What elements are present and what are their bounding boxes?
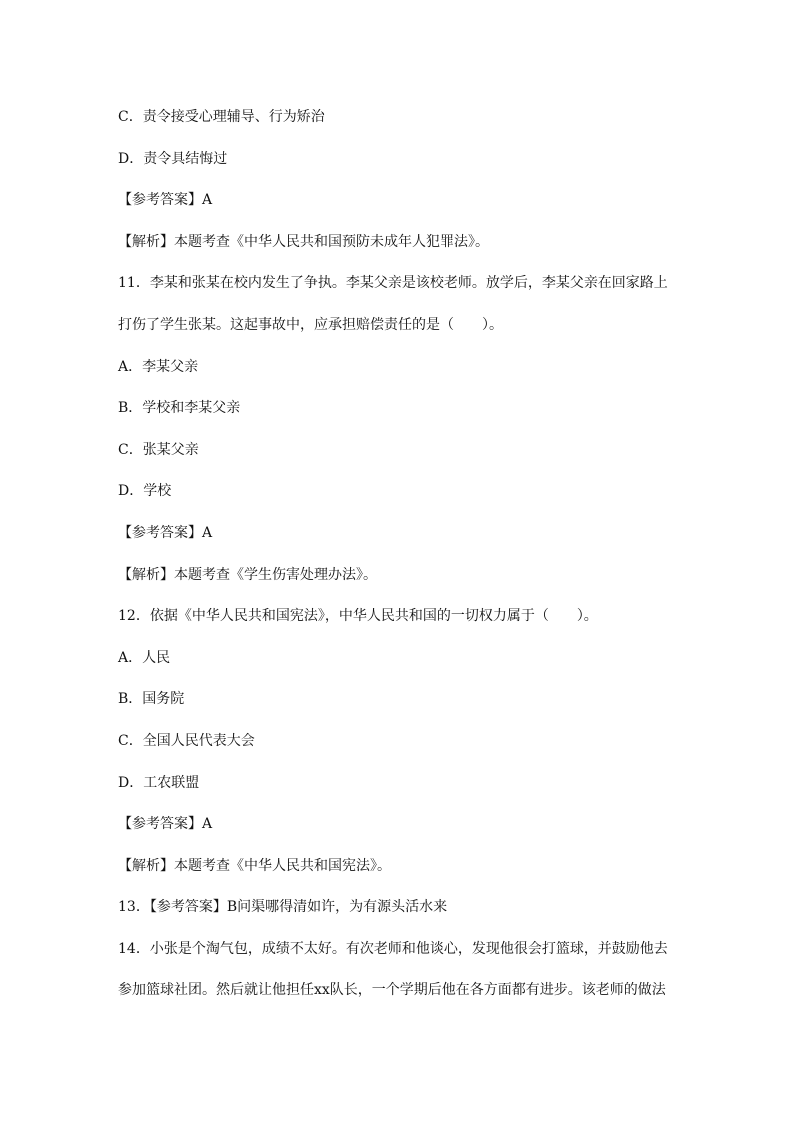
option-a-line: A．李某父亲 xyxy=(118,358,199,375)
option-c-line: C．张某父亲 xyxy=(118,441,199,458)
answer-line: 【参考答案】A xyxy=(118,192,213,209)
question-14-line-1: 14．小张是个淘气包，成绩不太好。有次老师和他谈心，发现他很会打篮球，并鼓励他去 xyxy=(118,940,668,957)
option-d-line: D．学校 xyxy=(118,483,172,500)
analysis-line: 【解析】本题考查《中华人民共和国宪法》。 xyxy=(118,857,391,874)
analysis-line: 【解析】本题考查《学生伤害处理办法》。 xyxy=(118,566,377,583)
question-11-line-2: 打伤了学生张某。这起事故中，应承担赔偿责任的是（ ）。 xyxy=(118,316,503,333)
question-14-line-2: 参加篮球社团。然后就让他担任xx队长，一个学期后他在各方面都有进步。该老师的做法 xyxy=(118,982,666,999)
page-content xyxy=(118,106,678,1021)
option-c-line: C．责令接受心理辅导、行为矫治 xyxy=(118,109,325,125)
answer-line: 【参考答案】A xyxy=(118,816,213,833)
option-b-line: B．学校和李某父亲 xyxy=(118,400,241,417)
option-d-line: D．责令具结悔过 xyxy=(118,150,228,167)
option-c-line: C．全国人民代表大会 xyxy=(118,732,255,749)
option-b-line: B．国务院 xyxy=(118,691,185,708)
option-d-line: D．工农联盟 xyxy=(118,774,200,791)
analysis-line: 【解析】本题考查《中华人民共和国预防未成年人犯罪法》。 xyxy=(118,233,489,250)
question-13-line: 13．【参考答案】B问渠哪得清如许，为有源头活水来 xyxy=(118,899,448,916)
question-12-line: 12．依据《中华人民共和国宪法》，中华人民共和国的一切权力属于（ ）。 xyxy=(118,608,598,625)
answer-line: 【参考答案】A xyxy=(118,524,213,541)
question-11-line-1: 11．李某和张某在校内发生了争执。李某父亲是该校老师。放学后，李某父亲在回家路上 xyxy=(118,275,668,292)
option-a-line: A．人民 xyxy=(118,649,171,666)
